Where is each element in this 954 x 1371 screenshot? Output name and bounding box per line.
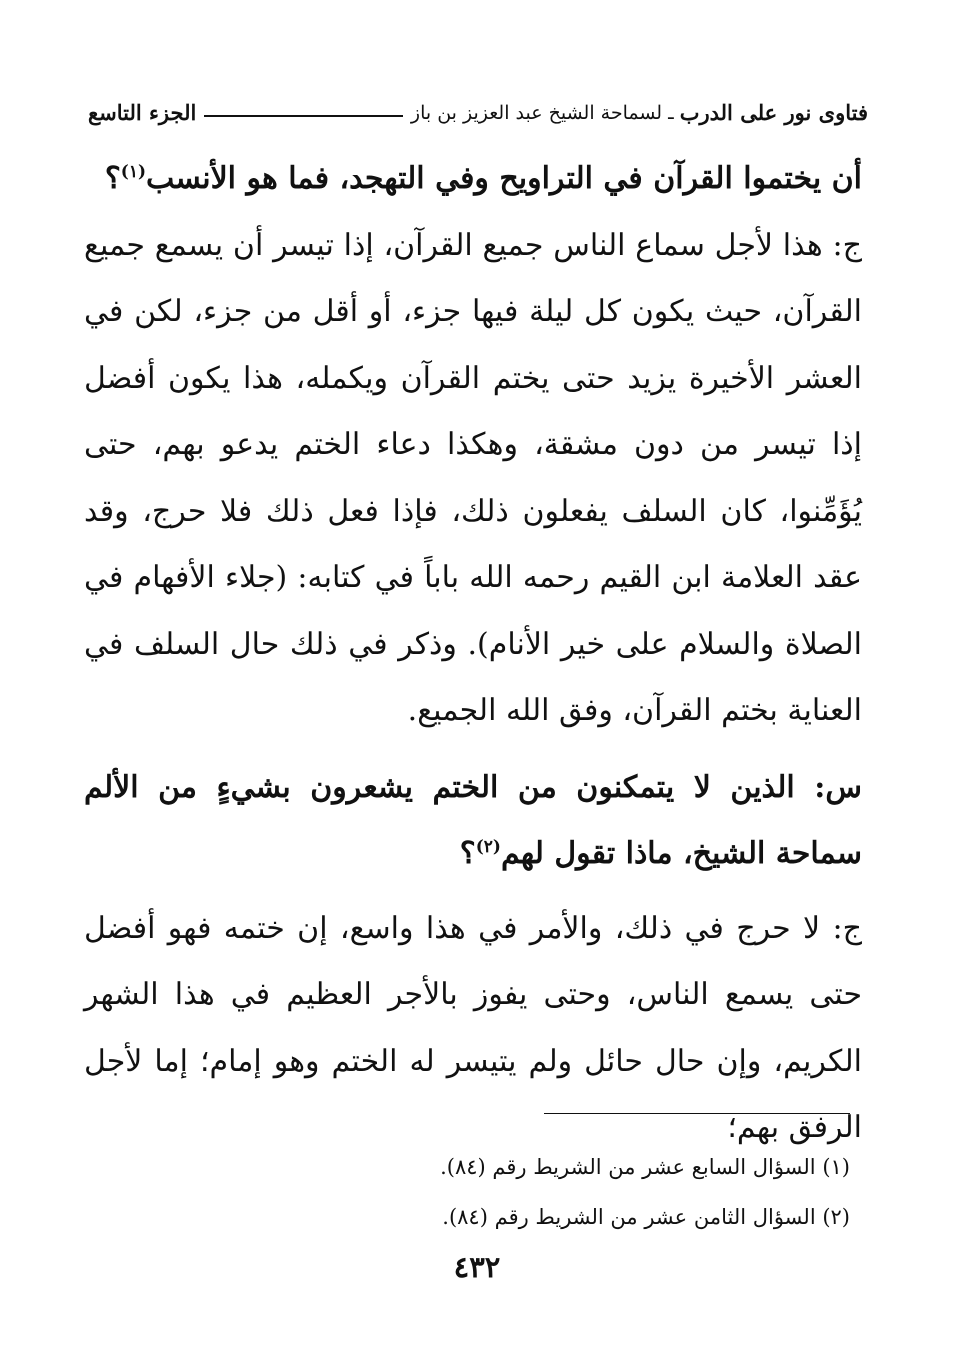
footnote-ref-1: (١) xyxy=(120,162,146,182)
question-paragraph: س: الذين لا يتمكنون من الختم يشعرون بشيءٍ من الألم سماحة الشيخ، ماذا تقول لهم$^{(٢)}$؟ xyxy=(84,769,862,871)
answer-paragraph-2: ج: لا حرج في ذلك، والأمر في هذا واسع، إن ختمه فهو أفضل حتى يسمع الناس، وحتى يفوز بالأجر العظيم في هذا الشهر الكريم، وإن حال حائل ولم يتيسر له الختم وهو إمام؛ إما لأجل الرفق بهم؛ xyxy=(84,910,862,1145)
author-line: ـ لسماحة الشيخ عبد العزيز بن باز xyxy=(410,101,674,124)
book-title: فتاوى نور على الدرب xyxy=(679,100,868,125)
footnote-1: (١) السؤال السابع عشر من الشريط رقم (٨٤). xyxy=(440,1155,850,1179)
header-rule xyxy=(204,115,403,117)
footnote-ref-2: (٢) xyxy=(475,837,501,857)
main-text xyxy=(84,146,862,1162)
part-label: الجزء التاسع xyxy=(88,100,197,125)
page-number: ٤٣٢ xyxy=(453,1250,501,1284)
footnote-rule xyxy=(544,1113,850,1114)
footnotes xyxy=(300,1142,850,1242)
running-header xyxy=(88,100,868,125)
answer-paragraph-1: ج: هذا لأجل سماع الناس جميع القرآن، إذا تيسر أن يسمع جميع القرآن، حيث يكون كل ليلة فيها جزء، أو أقل من جزء، لكن في العشر الأخيرة يزيد حتى يختم القرآن ويكمله، هذا يكون أفضل إذا تيسر من دون مشقة، وهكذا دعاء الختم يدعو بهم، حتى يُؤَمِّنوا، كان السلف يفعلون ذلك، فإذا فعل ذلك فلا حرج، وقد عقد العلامة ابن القيم رحمه الله باباً في كتابه: (جلاء الأفهام في الصلاة والسلام على خير الأنام). وذكر في ذلك حال السلف في العناية بختم القرآن، وفق الله الجميع. xyxy=(84,227,862,728)
footnote-2: (٢) السؤال الثامن عشر من الشريط رقم (٨٤). xyxy=(442,1205,850,1229)
question-continuation: أن يختموا القرآن في التراويح وفي التهجد، فما هو الأنسب$^{(١)}$؟ xyxy=(104,161,862,196)
